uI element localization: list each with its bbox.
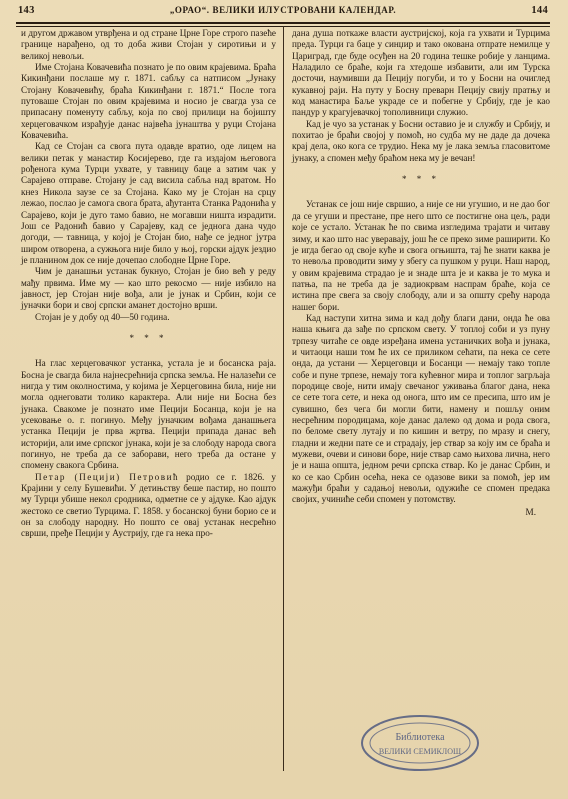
paragraph: Устанак се још није свршио, а није се ни угушио, и не дао бог да се угуши и престане, пре него што се постигне она цељ, ради које се устало. Устанак ће по свима изгледима трајати и читаву зиму, и као што нас уверавају, још ће се преко зиме раширити. Ко је игда бегао од своје куће и свога огњишта, тај ће знати каква је то невоља проводити зиму у збегу са пушком у руци. Наш народ, у овим крајевима страдао је и знаде шта је и каква је то мука и патња, па не треба да је задиокрвам наспрам браће, која се истина пре свега за своју слободу, али и за општу срећу народа нашег бори.	[292, 199, 550, 312]
person-name: Петар (Пецији) Петровић	[35, 471, 180, 482]
paragraph: Име Стојана Ковачевића познато је по овим крајевима. Браћа Кикинђани послаше му г. 1871. сабљу са натписом „Јунаку Стојану Ковачевићу, браћа Кикинђани г. 1871.“ После тога путоваше Стојан по овим крајевима и носио је свагда уза се припасану поменуту сабљу, која по свој прилици на бојишту херцеговачком израђује данас највећа јунаштва у руци Стојана Ковачевића.	[21, 62, 276, 141]
page-number-left: 143	[18, 5, 35, 16]
paragraph: и другом државом утврђена и од стране Црне Горе строго пазеће границе нарађено, од то доба живи Стојан у сиротињи и у великој невољи.	[21, 28, 276, 61]
left-column	[21, 28, 276, 540]
paragraph: Чим је данашњи устанак букнуо, Стојан је био већ у реду мађу првима. Име му — као што рекосмо — није избило на јавност, јер Стојан није вођа, али је јунак и Србин, који се јуначки бори и свој српски аманет достојно врши.	[21, 266, 276, 311]
section-separator: * * *	[402, 174, 440, 185]
stamp-text-top: Библиотека	[395, 732, 445, 743]
paragraph	[21, 472, 276, 540]
stamp-text-bottom: ВЕЛИКИ СЕМИКЛОШ	[378, 747, 462, 756]
paragraph: Кад се Стојан са свога пута одавде вратио, оде лицем на велики петак у манастир Косијерево, где га издајом његовога рођенога кума Турци ухвате, у тавницу баце а затим чак у Сарајево отправе. Стојану је сад висила сабља над вратом. Но кнез Никола заузе се за Стојана. Како му је Стојан на срцу лежао, послао је самога свога брата, ађутанта Станка Радонића у Сарајево, који је дуго тамо бавио, не могавши ништа израдити. Још се Радонић бавио у Сарајеву, кад се једнога дана чудо догоди, — тавница, у којој је Стојан био, нађе се једног јутра широм отворена, а сужњога није било у њој, горски ајдук јездио је планином док се није дочепао слободне Црне Горе.	[21, 141, 276, 265]
paragraph: Стојан је у добу од 40—50 година.	[35, 311, 170, 322]
paragraph: Кад је чуо за устанак у Босни оставио је и службу и Србију, и похитао је браћи својој у помоћ, но судба му не даде да дочека крај дела, око кога се трудио. Нека му је лака земља гласовитоме јунаку, а спомен међу браћом нека му је вечан!	[292, 118, 550, 163]
paragraph-text: родио се г. 1826. у Крајини у селу Бушевићи. У детињству беше пастир, но пошто му Турци убише некол сродника, одметне се у ајдуке. Као ајдук жестоко се светио Турцима. Г. 1858. у босанској буни борио се и он за слободу народну. Но пошто се овај устанак несрећно сврши, пређе Пецији у Аустрију, где га нека про-	[21, 471, 276, 539]
page-number-right: 144	[531, 5, 548, 16]
paragraph: На глас херцеговачког устанка, устала је и босанска раја. Босна је свагда била најнесрећнија српска земља. Не налазећи се нигда у тим околностима, у којима је Херцеговина била, није ни могла однеговати толико карактера. Али није ни Босна без јунака. Свакоме је познато име Пецији Босанца, који је на усековање о. г. погинуо. Међу јуначким вођама данашњега устанка Пецији је прва жртва. Пецији припада данас већ историји, али име српског јунака, који је за слободу народа свога погинуо, не треба да се заборави, него треба да остане у спомену свакога Србина.	[21, 358, 276, 471]
running-title: „ОРАО“. ВЕЛИКИ ИЛУСТРОВАНИ КАЛЕНДАР.	[169, 5, 397, 15]
right-column	[292, 28, 550, 518]
paragraph: дана душа поткаже власти аустријској, која га ухвати и Турцима преда. Турци га баце у синџир и тако окована отпрате немилце у Цариград, где буде осуђен на 20 година тешке робије у ланцима. Наладило се браће, који га хтедоше избавити, али им Турска досточи, наумивши да Пецију погуби, и то у Босни на очиглед кукавној раји. На путу у Босну преварн Пецију свију пратњу и код манастира Баље украде се и побегне у Србију, где је као пандур у крагујевачкој тополивници служио.	[292, 28, 550, 118]
paragraph: Кад наступи хитна зима и кад дођу благи дани, онда ће ова наша књига да зађе по српском свету. У топлој соби и уз пуну трпезу читаће се овде изређана имена устаничких вођа и јунака, и читаоци наши том ће их се приликом сећати, па нека се сете онда, да устани — Херцеговци и Босанци — немају тако топле собе и пуне трпезе, немају тога кућевног мира и топлог загрљаја породице своје, нити имају свечаног уживања благог дана, нека се сете тога сете, и нека од онога, што им се пресипа, што им је сувишно, без чега би могли бити, намену и пошљу оним несрећним породицама, које данас далеко од дома и рода свога, по беломе свету лутају и по кишин и ветру, по мразу и снегу, гладни и жедни пате се и страдају, јер ствар за коју им се браћа и мужеви, очеви и синови боре, није ствар само њихова лична, него је и наша општа, једном речи српска ствар. Ко је данас Србин, и ко се као Србин осећа, нека се одазове вики за помоћ, јер им мажуђи браћи у садањој невољи, одужиће се спомен предака својих, учиниће себи спомен у потомству.	[292, 312, 550, 505]
section-separator: * * *	[129, 332, 168, 343]
column-divider	[283, 26, 284, 771]
author-signature: М.	[525, 506, 536, 517]
page-header	[18, 5, 548, 21]
library-stamp-icon	[358, 712, 482, 774]
